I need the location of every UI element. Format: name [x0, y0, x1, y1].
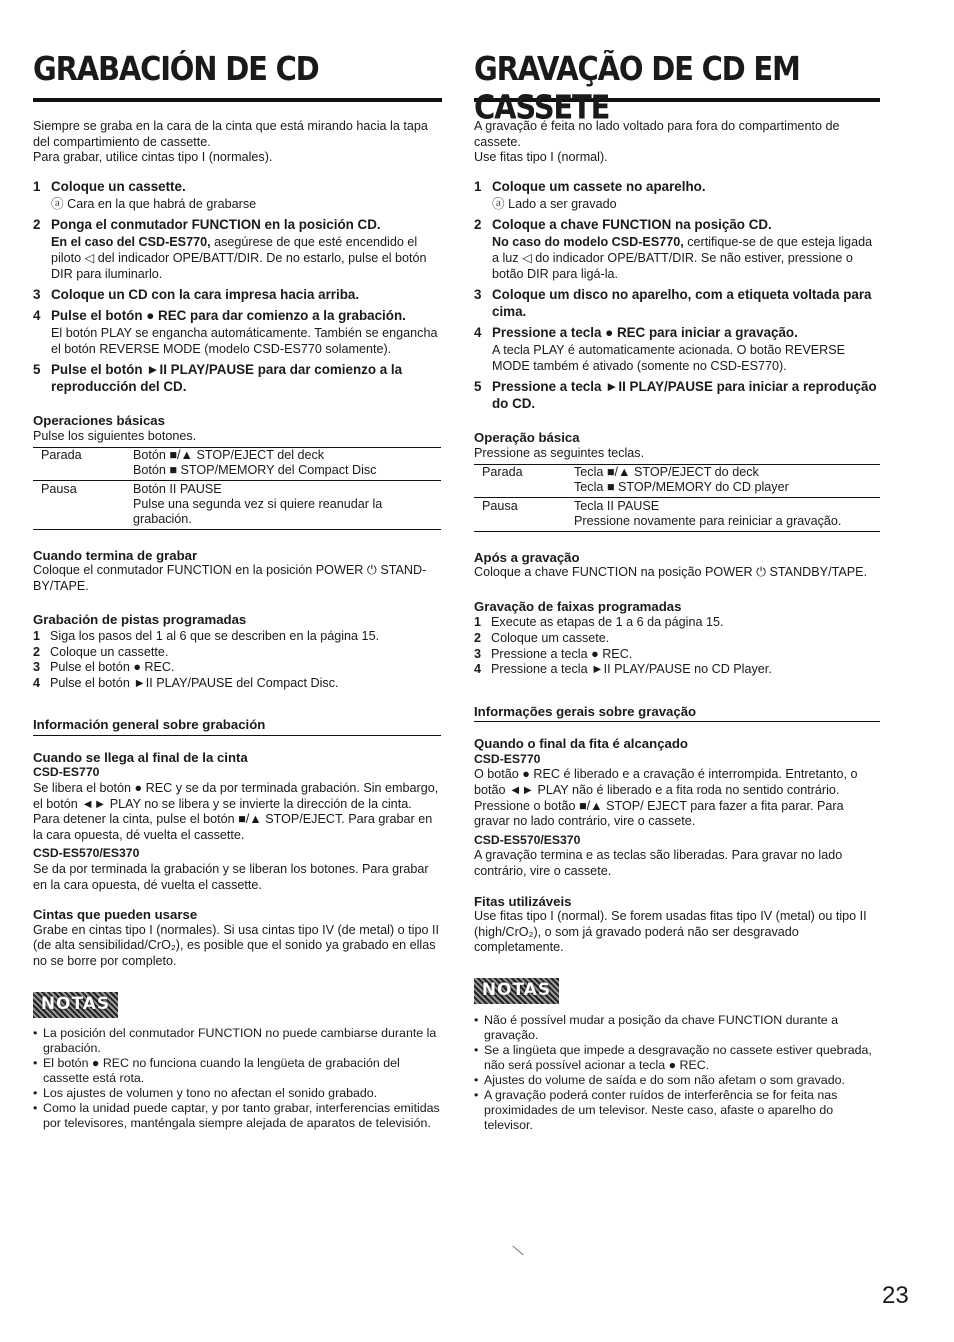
notes-list [33, 1026, 441, 1131]
model-label: CSD-ES770 [474, 751, 541, 766]
subheading-after-recording: Cuando termina de grabar [33, 547, 198, 563]
action-line: Pulse una segunda vez si quiere reanudar la grabación. [133, 496, 383, 526]
step-detail-text: certifique-se de que esteja ligada a luz ◁ do indicador OPE/BATT/DIR. Se não estiver, pressione o botão DIR para ligá-la. [492, 235, 873, 281]
table-cell-mode: Parada [482, 464, 523, 479]
after-recording-text: Coloque el conmutador FUNCTION en la posición POWER ⏻ STAND-BY/TAPE. [33, 563, 427, 593]
step-text: Pressione a tecla ►II PLAY/PAUSE para iniciar a reprodução do CD. [492, 379, 877, 412]
table-cell-mode: Parada [41, 447, 82, 462]
subheading-after-recording: Após a gravação [474, 549, 580, 565]
list-item-number: 2 [474, 630, 482, 645]
list-item [33, 660, 441, 676]
step-detail [33, 197, 441, 213]
step-detail [33, 326, 441, 357]
step-text: Coloque um cassete no aparelho. [492, 178, 706, 194]
model-label: CSD-ES770 [33, 765, 100, 780]
basic-operations-table [474, 464, 880, 532]
step-item [474, 378, 880, 412]
programmed-tracks-list [33, 629, 441, 691]
list-item [474, 631, 880, 647]
stray-mark [512, 1246, 523, 1256]
list-item-number: 1 [474, 615, 482, 630]
subheading-programmed-tracks: Gravação de faixas programadas [474, 598, 682, 614]
subheading-basic-operations: Operaciones básicas [33, 413, 165, 429]
note-item: • Los ajustes de volumen y tono no afectan el sonido grabado. [33, 1086, 441, 1101]
model-label: CSD-ES570/ES370 [33, 846, 140, 861]
subheading-end-of-tape: Cuando se llega al final de la cinta [33, 749, 248, 765]
step-number: 2 [33, 217, 41, 233]
model-text: A gravação termina e as teclas são liberadas. Para gravar no lado contrário, vire o cassete. [474, 848, 843, 879]
list-item-text: Pulse el botón ● REC. [50, 660, 175, 675]
step-detail [474, 235, 880, 282]
note-item: • El botón ● REC no funciona cuando la lengüeta de grabación del cassette está rota. [33, 1056, 441, 1086]
list-item-text: Pulse el botón ►II PLAY/PAUSE del Compact Disc. [50, 675, 339, 690]
step-text: Ponga el conmutador FUNCTION en la posición CD. [51, 217, 381, 233]
step-text: Coloque a chave FUNCTION na posição CD. [492, 217, 772, 233]
step-item [474, 178, 880, 195]
subheading-usable-tapes: Cintas que pueden usarse [33, 907, 198, 923]
table-cell-mode: Pausa [474, 497, 566, 531]
intro-line: Use fitas tipo I (normal). [474, 150, 608, 165]
step-number: 5 [33, 362, 41, 378]
intro-line: A gravação é feita no lado voltado para fora do compartimento de cassete. [474, 119, 840, 149]
step-item [33, 216, 441, 233]
step-text: Coloque un cassette. [51, 178, 186, 194]
step-number: 4 [474, 325, 482, 341]
step-detail-text: ⓐ Cara en la que habrá de grabarse [51, 196, 257, 211]
notes-label: NOTAS [40, 993, 111, 1014]
step-item [33, 361, 441, 395]
step-item [33, 286, 441, 303]
list-item-text: Coloque un cassette. [50, 644, 169, 659]
table-cell-mode: Pausa [33, 480, 125, 529]
basic-operations-table [33, 447, 441, 530]
step-detail-model: No caso do modelo CSD-ES770, [492, 235, 684, 250]
step-item [474, 216, 880, 233]
list-item-number: 1 [33, 628, 41, 643]
step-item [33, 178, 441, 195]
intro-text [33, 119, 441, 166]
step-text: Coloque un CD con la cara impresa hacia arriba. [51, 287, 360, 303]
model-label: CSD-ES570/ES370 [474, 832, 581, 847]
step-number: 1 [474, 178, 482, 194]
step-number: 2 [474, 217, 482, 233]
model-text: O botão ● REC é liberado e a cravação é interrompida. Entretanto, o botão ◄► PLAY não é liberado e a fita roda no sentido contrário. Pressione o botão ■/▲ STOP/ EJECT para fazer a fita parar. Para gravar no lado contrário, vire o cassete. [474, 767, 858, 829]
step-detail [33, 235, 441, 282]
step-item [474, 324, 880, 341]
step-detail-text: ⓐ Lado a ser gravado [492, 196, 617, 211]
step-number: 5 [474, 379, 482, 395]
step-number: 3 [474, 287, 482, 303]
note-item: • Se a lingüeta que impede a desgravação no cassete estiver quebrada, não será possível acionar a tecla ● REC. [474, 1043, 880, 1073]
notes-badge [474, 978, 559, 1004]
list-item [474, 647, 880, 663]
table-cell-action [125, 447, 441, 480]
note-item: • Não é possível mudar a posição da chave FUNCTION durante a gravação. [474, 1013, 880, 1043]
action-line: Botón II PAUSE [133, 481, 222, 496]
step-text: Pulse el botón ►II PLAY/PAUSE para dar comienzo a la reproducción del CD. [51, 362, 403, 395]
table-row [33, 480, 441, 529]
list-item-number: 2 [33, 644, 41, 659]
usable-tapes-text: Grabe en cintas tipo I (normales). Si usa cintas tipo IV (de metal) o tipo II (de alta sensibilidad/CrO₂), es posible que el sonido ya grabado en ellas no se borre por completo. [33, 922, 439, 968]
model-text: Se da por terminada la grabación y se liberan los botones. Para grabar en la cara opuesta, dé vuelta el cassette. [33, 862, 429, 892]
page-title: GRABACIÓN DE CD [33, 50, 319, 89]
step-number: 4 [33, 308, 41, 324]
table-row [474, 497, 880, 531]
step-detail [474, 197, 880, 213]
page-number: 23 [882, 1282, 909, 1309]
table-cell-action [566, 464, 880, 497]
list-item [474, 662, 880, 678]
page-title: GRAVAÇÃO DE CD EM CASSETE [474, 50, 800, 127]
step-item [474, 286, 880, 320]
list-item-number: 3 [33, 660, 41, 675]
note-item: • Como la unidad puede captar, y por tanto grabar, interferencias emitidas por televisores, manténgala siempre alejada de aparatos de televisión. [33, 1101, 441, 1131]
subheading-programmed-tracks: Grabación de pistas programadas [33, 612, 247, 628]
list-item-text: Siga los pasos del 1 al 6 que se describen en la página 15. [50, 628, 380, 643]
table-cell-action [125, 480, 441, 529]
list-item-text: Pressione a tecla ● REC. [491, 646, 633, 661]
step-text: Pressione a tecla ● REC para iniciar a gravação. [492, 325, 798, 341]
section-heading-general-info: Informações gerais sobre gravação [474, 704, 880, 723]
action-line: Pressione novamente para reiniciar a gravação. [574, 513, 842, 528]
intro-line: Para grabar, utilice cintas tipo I (normales). [33, 150, 273, 165]
note-item: • A gravação poderá conter ruídos de interferência se for feita nas proximidades de um televisor. Neste caso, afaste o aparelho do televisor. [474, 1088, 880, 1133]
list-item [33, 629, 441, 645]
list-item [33, 645, 441, 661]
step-detail-text: A tecla PLAY é automaticamente acionada. O botão REVERSE MODE também é ativado (somente no CSD-ES770). [492, 343, 846, 373]
programmed-tracks-list [474, 615, 880, 677]
table-row [474, 464, 880, 497]
subheading-end-of-tape: Quando o final da fita é alcançado [474, 736, 688, 752]
list-item-text: Pressione a tecla ►II PLAY/PAUSE no CD Player. [491, 662, 772, 677]
notes-list [474, 1013, 880, 1133]
basic-operations-intro: Pressione as seguintes teclas. [474, 445, 645, 460]
usable-tapes-text: Use fitas tipo I (normal). Se forem usadas fitas tipo IV (metal) ou tipo II (high/CrO₂), o som já gravado poderá não ser desgravado completamente. [474, 909, 867, 955]
notes-label: NOTAS [481, 980, 552, 1001]
note-item: • Ajustes do volume de saída e do som não afetam o som gravado. [474, 1073, 880, 1088]
portuguese-title-block [474, 50, 880, 127]
step-text: Coloque um disco no aparelho, com a etiqueta voltada para cima. [492, 287, 872, 320]
basic-operations-intro: Pulse los siguientes botones. [33, 428, 197, 443]
list-item-number: 3 [474, 646, 482, 661]
intro-text [474, 119, 880, 166]
list-item-text: Execute as etapas de 1 a 6 da página 15. [491, 615, 724, 630]
action-line: Botón ■/▲ STOP/EJECT del deck [133, 447, 325, 462]
step-item [33, 307, 441, 324]
action-line: Tecla ■/▲ STOP/EJECT do deck [574, 464, 759, 479]
list-item [474, 615, 880, 631]
action-line: Tecla ■ STOP/MEMORY do CD player [574, 479, 789, 494]
spanish-body [33, 119, 441, 1131]
list-item-number: 4 [474, 662, 482, 677]
list-item [33, 676, 441, 692]
portuguese-body [474, 119, 880, 1133]
spanish-title-block [33, 50, 442, 102]
list-item-text: Coloque um cassete. [491, 630, 610, 645]
step-detail [474, 343, 880, 374]
step-detail-text: El botón PLAY se engancha automáticamente. También se engancha el botón REVERSE MODE (modelo CSD-ES770 solamente). [51, 326, 438, 356]
note-item: • La posición del conmutador FUNCTION no puede cambiarse durante la grabación. [33, 1026, 441, 1056]
list-item-number: 4 [33, 675, 41, 690]
table-cell-action [566, 497, 880, 531]
subheading-usable-tapes: Fitas utilizáveis [474, 893, 572, 909]
step-number: 3 [33, 287, 41, 303]
after-recording-text: Coloque a chave FUNCTION na posição POWER ⏻ STANDBY/TAPE. [474, 565, 868, 580]
step-number: 1 [33, 178, 41, 194]
section-heading-general-info: Información general sobre grabación [33, 717, 441, 736]
action-line: Tecla II PAUSE [574, 498, 660, 513]
step-detail-model: En el caso del CSD-ES770, [51, 235, 211, 250]
action-line: Botón ■ STOP/MEMORY del Compact Disc [133, 462, 377, 477]
step-text: Pulse el botón ● REC para dar comienzo a la grabación. [51, 308, 406, 324]
model-text: Se libera el botón ● REC y se da por terminada grabación. Sin embargo, el botón ◄► PLAY no se libera y se invierte la dirección de la cinta. Para detener la cinta, pulse el botón ■/▲ STOP/EJECT. Para grabar en la cara opuesta, dé vuelta el cassette. [33, 781, 439, 842]
table-row [33, 447, 441, 480]
intro-line: Siempre se graba en la cara de la cinta que está mirando hacia la tapa del compartimiento de cassette. [33, 119, 428, 149]
step-detail-text: asegúrese de que esté encendido el piloto ◁ del indicador OPE/BATT/DIR. De no estarlo, pulse el botón DIR para iluminarlo. [51, 235, 427, 281]
subheading-basic-operations: Operação básica [474, 430, 580, 446]
notes-badge [33, 992, 118, 1018]
